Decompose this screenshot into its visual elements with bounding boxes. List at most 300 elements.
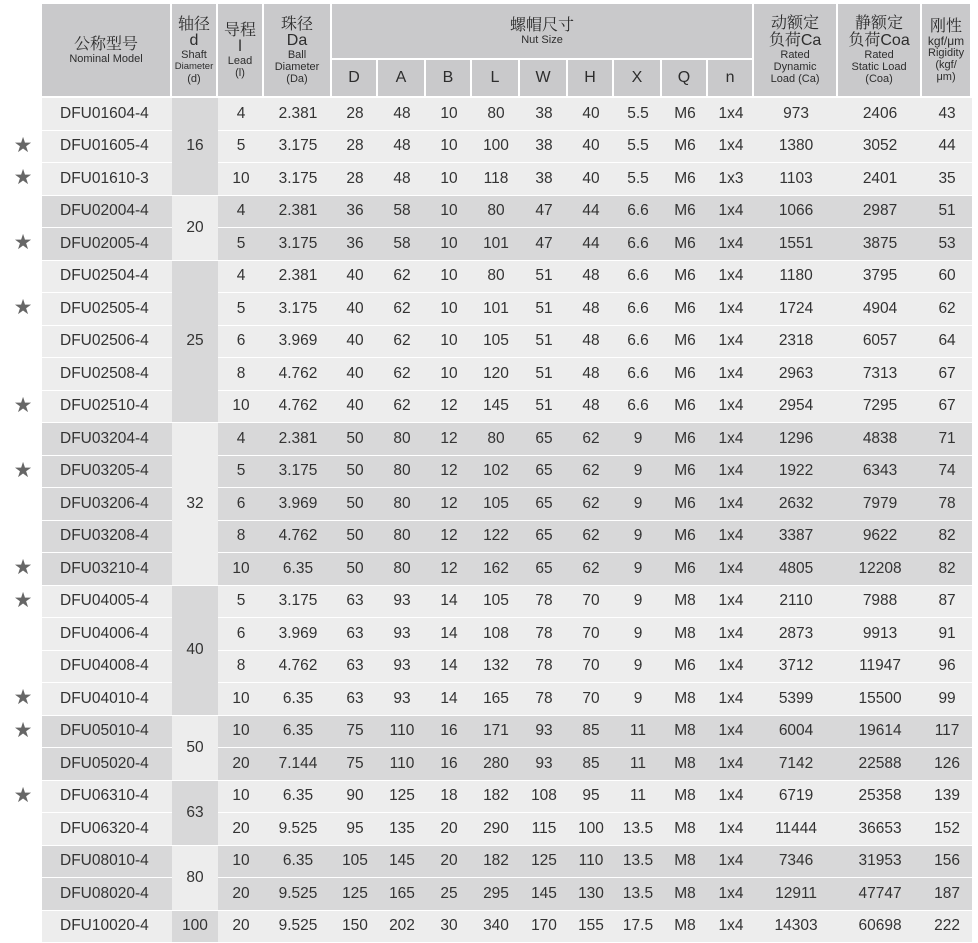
dynamic-load-cell: 1551 [754,228,838,261]
nut-B-cell: 16 [426,748,472,781]
dynamic-load-cell: 2954 [754,391,838,424]
nut-n-cell: 1x4 [708,98,754,131]
nut-H-cell: 100 [568,813,614,846]
header-dynamic-load: 动额定 负荷Ca Rated Dynamic Load (Ca) [754,4,838,98]
shaft-diameter-cell: 40 [172,586,218,716]
nut-n-cell: 1x4 [708,456,754,489]
nut-B-cell: 12 [426,456,472,489]
nut-L-cell: 100 [472,131,520,164]
nut-D-cell: 40 [332,358,378,391]
nut-H-cell: 85 [568,716,614,749]
nut-Q-cell: M6 [662,358,708,391]
nut-D-cell: 50 [332,456,378,489]
nut-A-cell: 110 [378,748,426,781]
ball-diameter-cell: 6.35 [264,781,332,814]
nut-H-cell: 130 [568,878,614,911]
nut-L-cell: 118 [472,163,520,196]
header-nut-size: 螺帽尺寸 Nut Size [332,4,754,60]
nut-Q-cell: M6 [662,196,708,229]
nut-B-cell: 12 [426,521,472,554]
nut-H-cell: 44 [568,196,614,229]
nut-n-cell: 1x4 [708,293,754,326]
dynamic-load-cell: 12911 [754,878,838,911]
dynamic-load-cell: 11444 [754,813,838,846]
model-cell: DFU02504-4 [42,261,172,294]
nut-n-cell: 1x4 [708,586,754,619]
nut-Q-cell: M8 [662,748,708,781]
nut-W-cell: 145 [520,878,568,911]
nut-W-cell: 93 [520,748,568,781]
nut-A-cell: 80 [378,553,426,586]
nut-L-cell: 280 [472,748,520,781]
nut-W-cell: 65 [520,488,568,521]
lead-cell: 10 [218,163,264,196]
nut-D-cell: 75 [332,748,378,781]
model-cell: DFU06320-4 [42,813,172,846]
nut-X-cell: 9 [614,553,662,586]
static-load-cell: 4904 [838,293,922,326]
nut-n-cell: 1x4 [708,553,754,586]
ball-diameter-cell: 2.381 [264,423,332,456]
nut-D-cell: 95 [332,813,378,846]
nut-B-cell: 20 [426,846,472,879]
nut-L-cell: 165 [472,683,520,716]
nut-X-cell: 17.5 [614,911,662,943]
nut-X-cell: 9 [614,521,662,554]
nut-n-cell: 1x4 [708,813,754,846]
nut-X-cell: 9 [614,651,662,684]
static-load-cell: 60698 [838,911,922,943]
ball-diameter-cell: 3.175 [264,131,332,164]
nut-L-cell: 120 [472,358,520,391]
nut-H-cell: 48 [568,293,614,326]
nut-A-cell: 93 [378,651,426,684]
nut-B-cell: 18 [426,781,472,814]
lead-cell: 10 [218,716,264,749]
dynamic-load-cell: 2963 [754,358,838,391]
dynamic-load-cell: 7142 [754,748,838,781]
recommended-star-icon: ★ [12,227,34,258]
dynamic-load-cell: 1296 [754,423,838,456]
static-load-cell: 31953 [838,846,922,879]
nut-n-cell: 1x4 [708,748,754,781]
rigidity-cell: 156 [922,846,972,879]
dynamic-load-cell: 5399 [754,683,838,716]
nut-A-cell: 125 [378,781,426,814]
static-load-cell: 11947 [838,651,922,684]
ball-diameter-cell: 3.969 [264,618,332,651]
nut-L-cell: 80 [472,196,520,229]
nut-W-cell: 38 [520,163,568,196]
nut-L-cell: 102 [472,456,520,489]
header-static-load: 静额定 负荷Coa Rated Static Load (Coa) [838,4,922,98]
nut-n-cell: 1x4 [708,683,754,716]
nut-W-cell: 78 [520,618,568,651]
static-load-cell: 7313 [838,358,922,391]
nut-X-cell: 13.5 [614,846,662,879]
model-cell: DFU02005-4 [42,228,172,261]
nut-L-cell: 162 [472,553,520,586]
recommended-star-icon: ★ [12,292,34,323]
ball-diameter-cell: 3.969 [264,488,332,521]
rigidity-cell: 44 [922,131,972,164]
nut-Q-cell: M8 [662,618,708,651]
nut-L-cell: 145 [472,391,520,424]
nut-B-cell: 14 [426,618,472,651]
nut-Q-cell: M6 [662,228,708,261]
nut-H-cell: 48 [568,261,614,294]
nut-D-cell: 50 [332,521,378,554]
rigidity-cell: 87 [922,586,972,619]
rigidity-cell: 74 [922,456,972,489]
nut-W-cell: 78 [520,586,568,619]
nut-A-cell: 62 [378,293,426,326]
nut-B-cell: 10 [426,326,472,359]
static-load-cell: 9622 [838,521,922,554]
nut-X-cell: 9 [614,683,662,716]
nut-L-cell: 105 [472,326,520,359]
dynamic-load-cell: 7346 [754,846,838,879]
table-row [42,716,972,749]
dynamic-load-cell: 973 [754,98,838,131]
nut-D-cell: 36 [332,196,378,229]
recommended-star-icon: ★ [12,162,34,193]
nut-X-cell: 6.6 [614,326,662,359]
nut-Q-cell: M6 [662,261,708,294]
nut-H-cell: 40 [568,98,614,131]
nut-W-cell: 51 [520,293,568,326]
nut-Q-cell: M6 [662,98,708,131]
nut-L-cell: 80 [472,423,520,456]
header-nut-L: L [472,60,520,98]
recommended-star-icon: ★ [12,390,34,421]
static-load-cell: 15500 [838,683,922,716]
recommended-star-icon: ★ [12,552,34,583]
shaft-diameter-cell: 16 [172,98,218,196]
nut-n-cell: 1x4 [708,391,754,424]
rigidity-cell: 78 [922,488,972,521]
lead-cell: 10 [218,391,264,424]
dynamic-load-cell: 2110 [754,586,838,619]
nut-X-cell: 6.6 [614,391,662,424]
static-load-cell: 3875 [838,228,922,261]
lead-cell: 5 [218,586,264,619]
nut-X-cell: 11 [614,781,662,814]
nut-L-cell: 105 [472,488,520,521]
lead-cell: 8 [218,651,264,684]
model-cell: DFU05010-4 [42,716,172,749]
nut-Q-cell: M8 [662,911,708,943]
rigidity-cell: 96 [922,651,972,684]
dynamic-load-cell: 1066 [754,196,838,229]
rigidity-cell: 35 [922,163,972,196]
lead-cell: 6 [218,618,264,651]
static-load-cell: 7979 [838,488,922,521]
nut-W-cell: 51 [520,261,568,294]
nut-A-cell: 110 [378,716,426,749]
nut-H-cell: 110 [568,846,614,879]
model-cell: DFU04008-4 [42,651,172,684]
nut-L-cell: 171 [472,716,520,749]
ball-diameter-cell: 3.969 [264,326,332,359]
rigidity-cell: 51 [922,196,972,229]
nut-B-cell: 14 [426,586,472,619]
lead-cell: 4 [218,98,264,131]
nut-W-cell: 78 [520,651,568,684]
nut-D-cell: 75 [332,716,378,749]
nut-D-cell: 63 [332,651,378,684]
nut-n-cell: 1x4 [708,846,754,879]
dynamic-load-cell: 3712 [754,651,838,684]
nut-H-cell: 62 [568,488,614,521]
nut-W-cell: 170 [520,911,568,943]
rigidity-cell: 60 [922,261,972,294]
model-cell: DFU02506-4 [42,326,172,359]
lead-cell: 20 [218,911,264,943]
nut-n-cell: 1x4 [708,878,754,911]
nut-L-cell: 80 [472,261,520,294]
nut-n-cell: 1x4 [708,488,754,521]
rigidity-cell: 82 [922,553,972,586]
nut-n-cell: 1x4 [708,781,754,814]
nut-X-cell: 9 [614,618,662,651]
nut-D-cell: 63 [332,586,378,619]
lead-cell: 10 [218,553,264,586]
nut-W-cell: 115 [520,813,568,846]
nut-A-cell: 48 [378,131,426,164]
nut-Q-cell: M6 [662,651,708,684]
nut-X-cell: 6.6 [614,261,662,294]
shaft-diameter-cell: 50 [172,716,218,781]
lead-cell: 6 [218,326,264,359]
header-rigidity: 刚性 kgf/μm Rigidity (kgf/ μm) [922,4,972,98]
nut-D-cell: 150 [332,911,378,943]
nut-D-cell: 50 [332,488,378,521]
nut-Q-cell: M6 [662,553,708,586]
nut-n-cell: 1x4 [708,358,754,391]
lead-cell: 4 [218,261,264,294]
model-cell: DFU01610-3 [42,163,172,196]
nut-n-cell: 1x4 [708,261,754,294]
lead-cell: 8 [218,358,264,391]
nut-B-cell: 20 [426,813,472,846]
lead-cell: 10 [218,846,264,879]
model-cell: DFU02508-4 [42,358,172,391]
nut-B-cell: 14 [426,683,472,716]
ball-diameter-cell: 6.35 [264,553,332,586]
nut-B-cell: 12 [426,488,472,521]
rigidity-cell: 139 [922,781,972,814]
header-model: 公称型号 Nominal Model [42,4,172,98]
nut-H-cell: 62 [568,456,614,489]
table-row [42,781,972,814]
model-cell: DFU04005-4 [42,586,172,619]
nut-X-cell: 9 [614,586,662,619]
table-row [42,98,972,131]
ball-diameter-cell: 3.175 [264,586,332,619]
nut-A-cell: 80 [378,521,426,554]
nut-X-cell: 11 [614,716,662,749]
nut-D-cell: 40 [332,261,378,294]
nut-H-cell: 62 [568,423,614,456]
static-load-cell: 22588 [838,748,922,781]
nut-A-cell: 58 [378,228,426,261]
nut-X-cell: 6.6 [614,228,662,261]
model-cell: DFU03210-4 [42,553,172,586]
nut-L-cell: 295 [472,878,520,911]
nut-A-cell: 80 [378,423,426,456]
static-load-cell: 9913 [838,618,922,651]
dynamic-load-cell: 14303 [754,911,838,943]
table-body [42,98,972,943]
header-ball-diameter: 珠径 Da Ball Diameter (Da) [264,4,332,98]
nut-Q-cell: M8 [662,846,708,879]
dynamic-load-cell: 2873 [754,618,838,651]
rigidity-cell: 67 [922,358,972,391]
model-cell: DFU02004-4 [42,196,172,229]
ball-diameter-cell: 4.762 [264,521,332,554]
nut-W-cell: 47 [520,228,568,261]
nut-A-cell: 62 [378,391,426,424]
nut-H-cell: 70 [568,586,614,619]
nut-B-cell: 12 [426,423,472,456]
nut-B-cell: 25 [426,878,472,911]
ball-screw-spec-table [42,4,972,943]
static-load-cell: 2987 [838,196,922,229]
nut-W-cell: 65 [520,456,568,489]
nut-B-cell: 10 [426,293,472,326]
static-load-cell: 47747 [838,878,922,911]
ball-diameter-cell: 2.381 [264,196,332,229]
ball-diameter-cell: 9.525 [264,878,332,911]
nut-Q-cell: M6 [662,391,708,424]
lead-cell: 5 [218,131,264,164]
ball-diameter-cell: 9.525 [264,911,332,943]
nut-n-cell: 1x4 [708,326,754,359]
nut-W-cell: 47 [520,196,568,229]
static-load-cell: 36653 [838,813,922,846]
nut-B-cell: 14 [426,651,472,684]
dynamic-load-cell: 1180 [754,261,838,294]
header-nut-A: A [378,60,426,98]
nut-A-cell: 93 [378,586,426,619]
nut-B-cell: 10 [426,196,472,229]
lead-cell: 4 [218,196,264,229]
nut-X-cell: 5.5 [614,98,662,131]
nut-Q-cell: M6 [662,326,708,359]
rigidity-cell: 43 [922,98,972,131]
nut-Q-cell: M8 [662,716,708,749]
nut-H-cell: 70 [568,651,614,684]
nut-A-cell: 48 [378,98,426,131]
rigidity-cell: 67 [922,391,972,424]
table-row [42,196,972,229]
nut-B-cell: 10 [426,163,472,196]
nut-X-cell: 13.5 [614,813,662,846]
model-cell: DFU03208-4 [42,521,172,554]
table-row [42,846,972,879]
nut-D-cell: 50 [332,553,378,586]
ball-diameter-cell: 9.525 [264,813,332,846]
nut-D-cell: 90 [332,781,378,814]
nut-L-cell: 132 [472,651,520,684]
ball-diameter-cell: 2.381 [264,98,332,131]
nut-H-cell: 155 [568,911,614,943]
nut-A-cell: 48 [378,163,426,196]
nut-D-cell: 36 [332,228,378,261]
nut-A-cell: 145 [378,846,426,879]
ball-diameter-cell: 6.35 [264,846,332,879]
nut-D-cell: 125 [332,878,378,911]
nut-A-cell: 58 [378,196,426,229]
nut-W-cell: 93 [520,716,568,749]
nut-W-cell: 51 [520,358,568,391]
nut-L-cell: 101 [472,293,520,326]
table-row [42,586,972,619]
nut-L-cell: 290 [472,813,520,846]
dynamic-load-cell: 1922 [754,456,838,489]
lead-cell: 20 [218,878,264,911]
nut-L-cell: 182 [472,846,520,879]
nut-B-cell: 16 [426,716,472,749]
nut-n-cell: 1x3 [708,163,754,196]
shaft-diameter-cell: 20 [172,196,218,261]
rigidity-cell: 62 [922,293,972,326]
model-cell: DFU04010-4 [42,683,172,716]
nut-L-cell: 101 [472,228,520,261]
nut-H-cell: 44 [568,228,614,261]
nut-A-cell: 202 [378,911,426,943]
static-load-cell: 3052 [838,131,922,164]
nut-D-cell: 28 [332,98,378,131]
nut-n-cell: 1x4 [708,521,754,554]
shaft-diameter-cell: 63 [172,781,218,846]
nut-D-cell: 28 [332,131,378,164]
nut-W-cell: 108 [520,781,568,814]
lead-cell: 20 [218,813,264,846]
model-cell: DFU04006-4 [42,618,172,651]
nut-W-cell: 65 [520,553,568,586]
nut-X-cell: 5.5 [614,163,662,196]
nut-A-cell: 165 [378,878,426,911]
nut-n-cell: 1x4 [708,423,754,456]
lead-cell: 4 [218,423,264,456]
recommended-star-icon: ★ [12,682,34,713]
ball-diameter-cell: 3.175 [264,228,332,261]
nut-W-cell: 51 [520,326,568,359]
nut-A-cell: 93 [378,683,426,716]
static-load-cell: 6057 [838,326,922,359]
ball-diameter-cell: 6.35 [264,683,332,716]
model-cell: DFU02510-4 [42,391,172,424]
nut-H-cell: 62 [568,521,614,554]
dynamic-load-cell: 1103 [754,163,838,196]
model-cell: DFU03206-4 [42,488,172,521]
ball-diameter-cell: 3.175 [264,163,332,196]
nut-A-cell: 80 [378,456,426,489]
nut-n-cell: 1x4 [708,911,754,943]
nut-H-cell: 85 [568,748,614,781]
nut-Q-cell: M6 [662,131,708,164]
nut-n-cell: 1x4 [708,651,754,684]
ball-diameter-cell: 2.381 [264,261,332,294]
nut-D-cell: 40 [332,391,378,424]
recommended-star-icon: ★ [12,585,34,616]
ball-diameter-cell: 6.35 [264,716,332,749]
nut-Q-cell: M8 [662,781,708,814]
nut-Q-cell: M8 [662,586,708,619]
rigidity-cell: 126 [922,748,972,781]
